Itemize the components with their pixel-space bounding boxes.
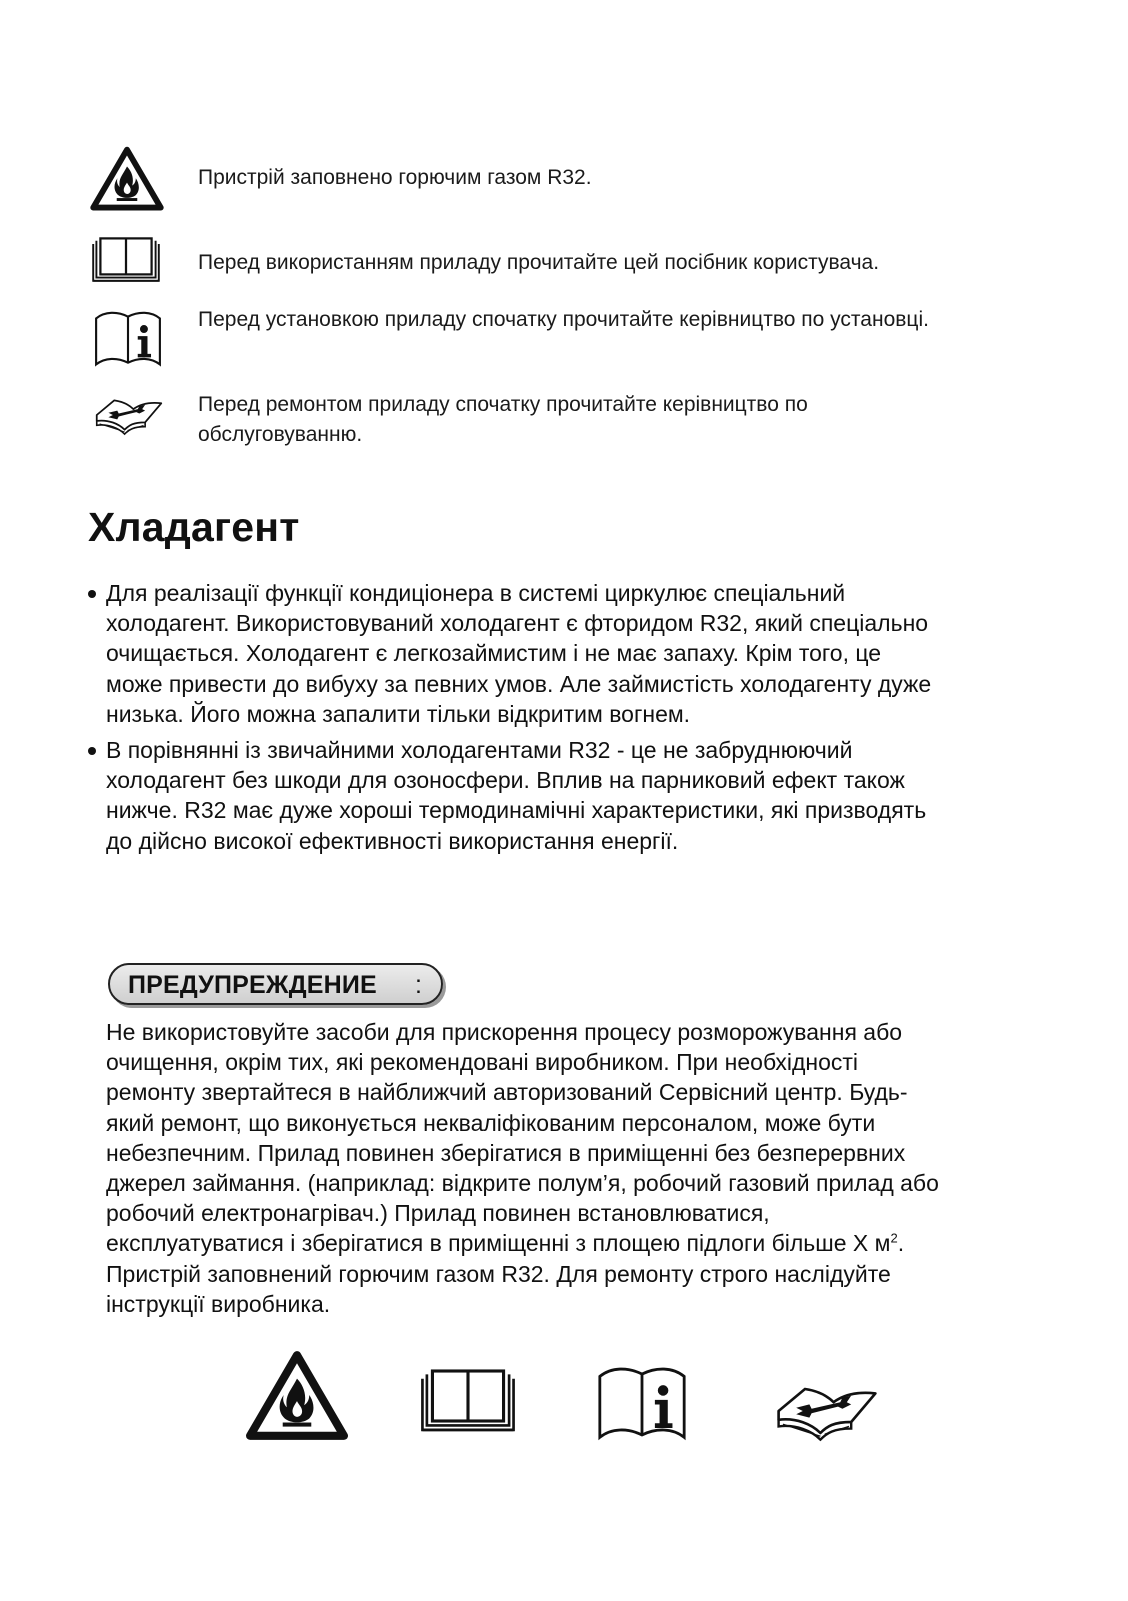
operator-manual-icon (418, 1367, 518, 1435)
bullet-item (86, 735, 1046, 856)
service-manual-line-1: Перед ремонтом приладу спочатку прочитайте керівництво по (198, 393, 808, 416)
bullet-line: очищається. Холодагент є легкозаймистим і не має запаху. Крім того, це (106, 640, 882, 667)
section-title-refrigerant: Хладагент (88, 504, 300, 550)
symbol-text-service-manual (198, 390, 808, 450)
bullet-line: холодагент. Використовуваний холодагент є фторидом R32, який спеціально (106, 610, 929, 637)
warning-line: Не використовуйте засоби для прискорення процесу розморожування або (106, 1019, 903, 1045)
bullet-item (86, 578, 1046, 729)
bullet-line: нижче. R32 має дуже хороші термодинамічні характеристики, які призводять (106, 797, 927, 824)
warning-area-end: . (897, 1230, 905, 1257)
service-manual-line-2: обслуговуванню. (198, 423, 363, 446)
operator-manual-icon (90, 234, 162, 286)
flammable-warning-icon (90, 146, 164, 212)
warning-line: який ремонт, що виконується некваліфікованим персоналом, може бути (106, 1109, 876, 1136)
bullet-line: може привести до вибуху за певних умов. Але займистість холодагенту дуже (106, 670, 932, 697)
warning-colon: : (415, 971, 422, 999)
warning-line: інструкції виробника. (106, 1290, 331, 1317)
refrigerant-bullet-list (86, 578, 1046, 862)
install-manual-info-icon (594, 1360, 690, 1442)
warning-line-area (106, 1228, 1046, 1258)
warning-badge (108, 963, 443, 1005)
install-manual-info-icon (90, 306, 166, 368)
bullet-line: низька. Його можна запалити тільки відкритим вогнем. (106, 700, 691, 727)
bullet-line: В порівнянні із звичайними холодагентами R32 - це не забруднюючий (106, 737, 853, 764)
bullet-line: холодагент без шкоди для озоносфери. Вплив на парниковий ефект також (106, 767, 905, 794)
warning-line: ремонту звертайтеся в найближчий авторизований Сервісний центр. Будь- (106, 1079, 908, 1106)
warning-line: джерел займання. (наприклад: відкрите полум’я, робочий газовий прилад або (106, 1170, 939, 1197)
bullet-line: Для реалізації функції кондиціонера в системі циркулює спеціальний (106, 580, 846, 606)
service-manual-wrench-icon (90, 393, 168, 437)
warning-line: очищення, окрім тих, які рекомендовані виробником. При необхідності (106, 1049, 859, 1076)
service-manual-wrench-icon (768, 1378, 886, 1444)
area-superscript: 2 (890, 1230, 898, 1246)
flammable-warning-icon (246, 1350, 348, 1442)
warning-area-text: експлуатуватися і зберігатися в приміщенні з площею підлоги більше X м (106, 1230, 891, 1257)
warning-line: небезпечним. Прилад повинен зберігатися в приміщенні без безперервних (106, 1139, 906, 1166)
bullet-line: до дійсно високої ефективності використання енергії. (106, 827, 679, 854)
warning-line: робочий електронагрівач.) Прилад повинен встановлюватися, (106, 1200, 770, 1227)
warning-text (106, 1017, 1046, 1319)
warning-label: ПРЕДУПРЕЖДЕНИЕ (128, 971, 377, 999)
symbol-text-operator-manual: Перед використанням приладу прочитайте цей посібник користувача. (198, 251, 880, 274)
symbol-text-flammable: Пристрій заповнено горючим газом R32. (198, 166, 592, 189)
warning-line: Пристрій заповнений горючим газом R32. Для ремонту строго наслідуйте (106, 1260, 891, 1287)
symbol-text-install-manual: Перед установкою приладу спочатку прочитайте керівництво по установці. (198, 308, 929, 331)
